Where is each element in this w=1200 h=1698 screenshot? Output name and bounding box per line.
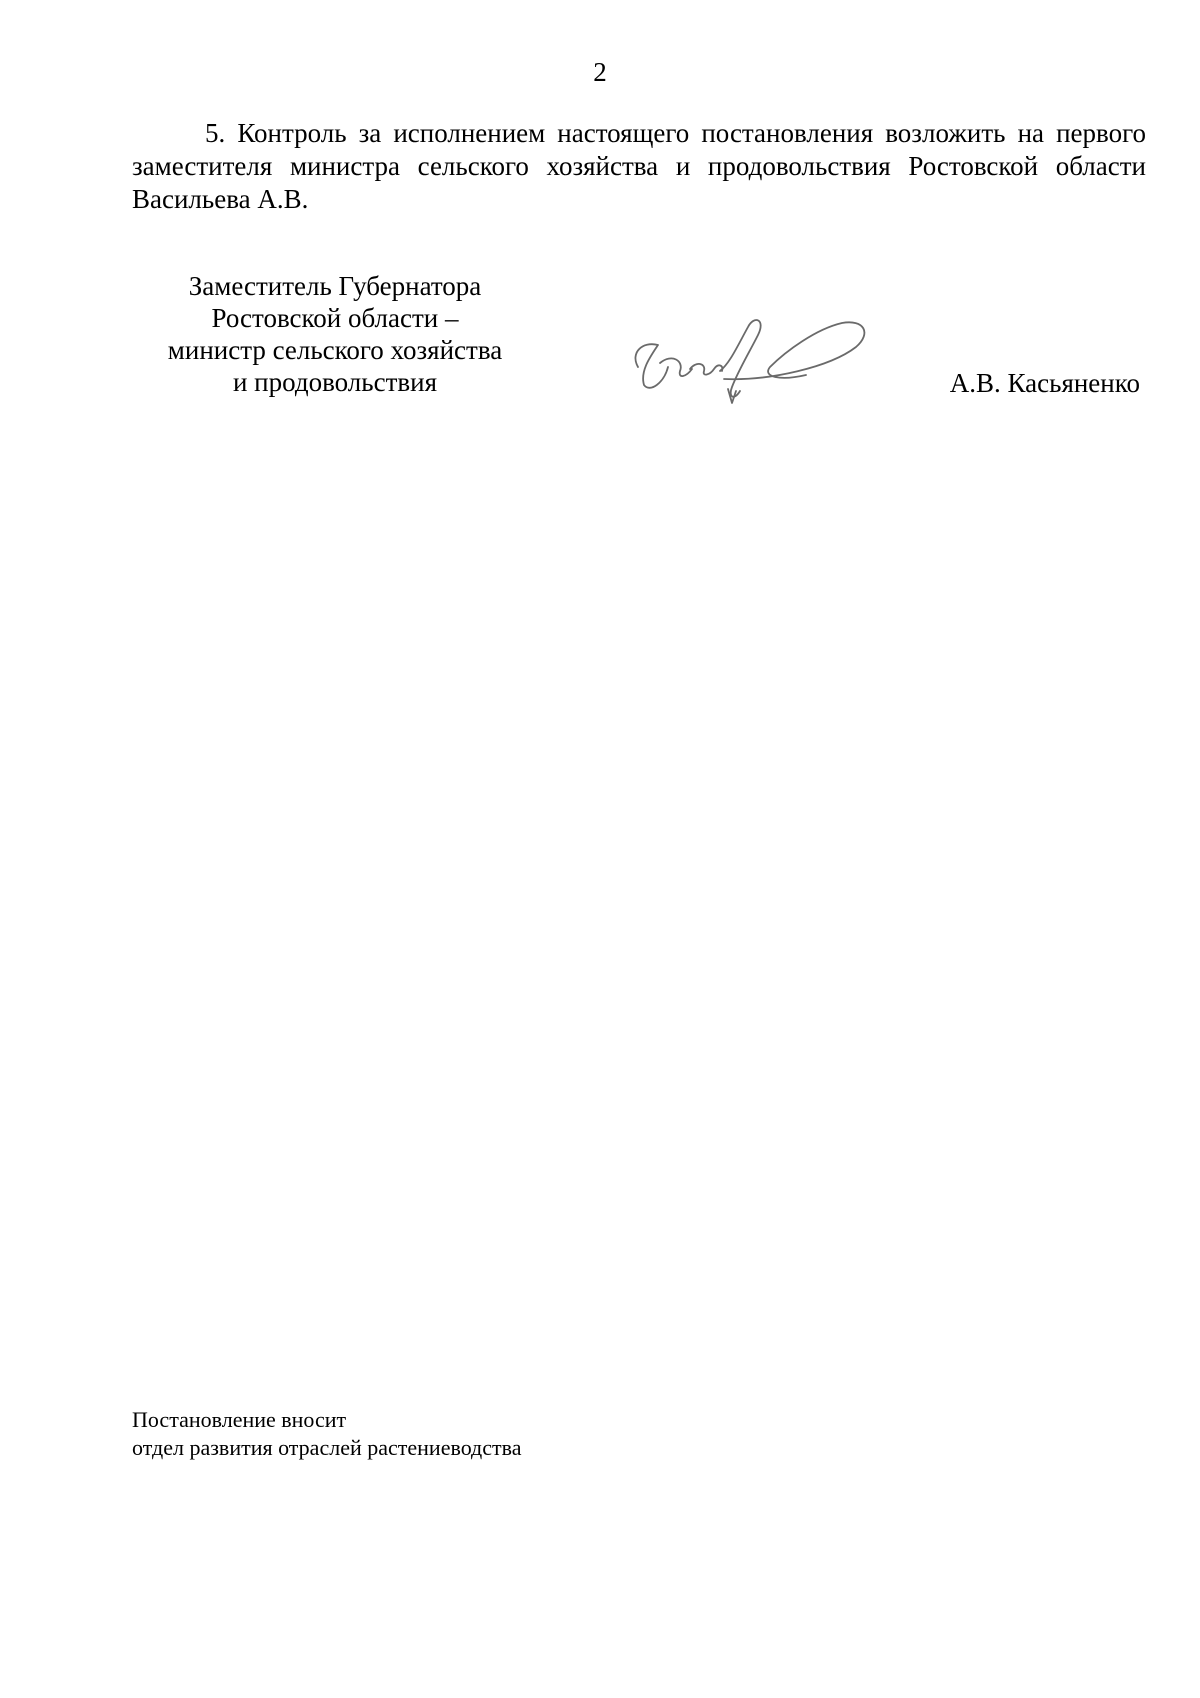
footer-note	[132, 1406, 522, 1462]
signatory-name: А.В. Касьяненко	[949, 368, 1140, 398]
signatory-title-line: министр сельского хозяйства	[167, 335, 503, 365]
signatory-title-line: Ростовской области –	[211, 303, 459, 333]
signatory-title	[140, 270, 530, 398]
signatory-title-line: и продовольствия	[232, 367, 437, 397]
paragraph-item-5: 5. Контроль за исполнением настоящего постановления возложить на первого заместителя министра сельского хозяйства и продовольствия Ростовской области Васильева А.В.	[132, 118, 1146, 214]
signatory-title-line: Заместитель Губернатора	[188, 271, 482, 301]
page-number: 2	[593, 57, 607, 87]
footer-note-line: Постановление вносит	[132, 1407, 347, 1432]
handwritten-signature	[620, 305, 880, 415]
footer-note-line: отдел развития отраслей растениеводства	[132, 1435, 522, 1460]
